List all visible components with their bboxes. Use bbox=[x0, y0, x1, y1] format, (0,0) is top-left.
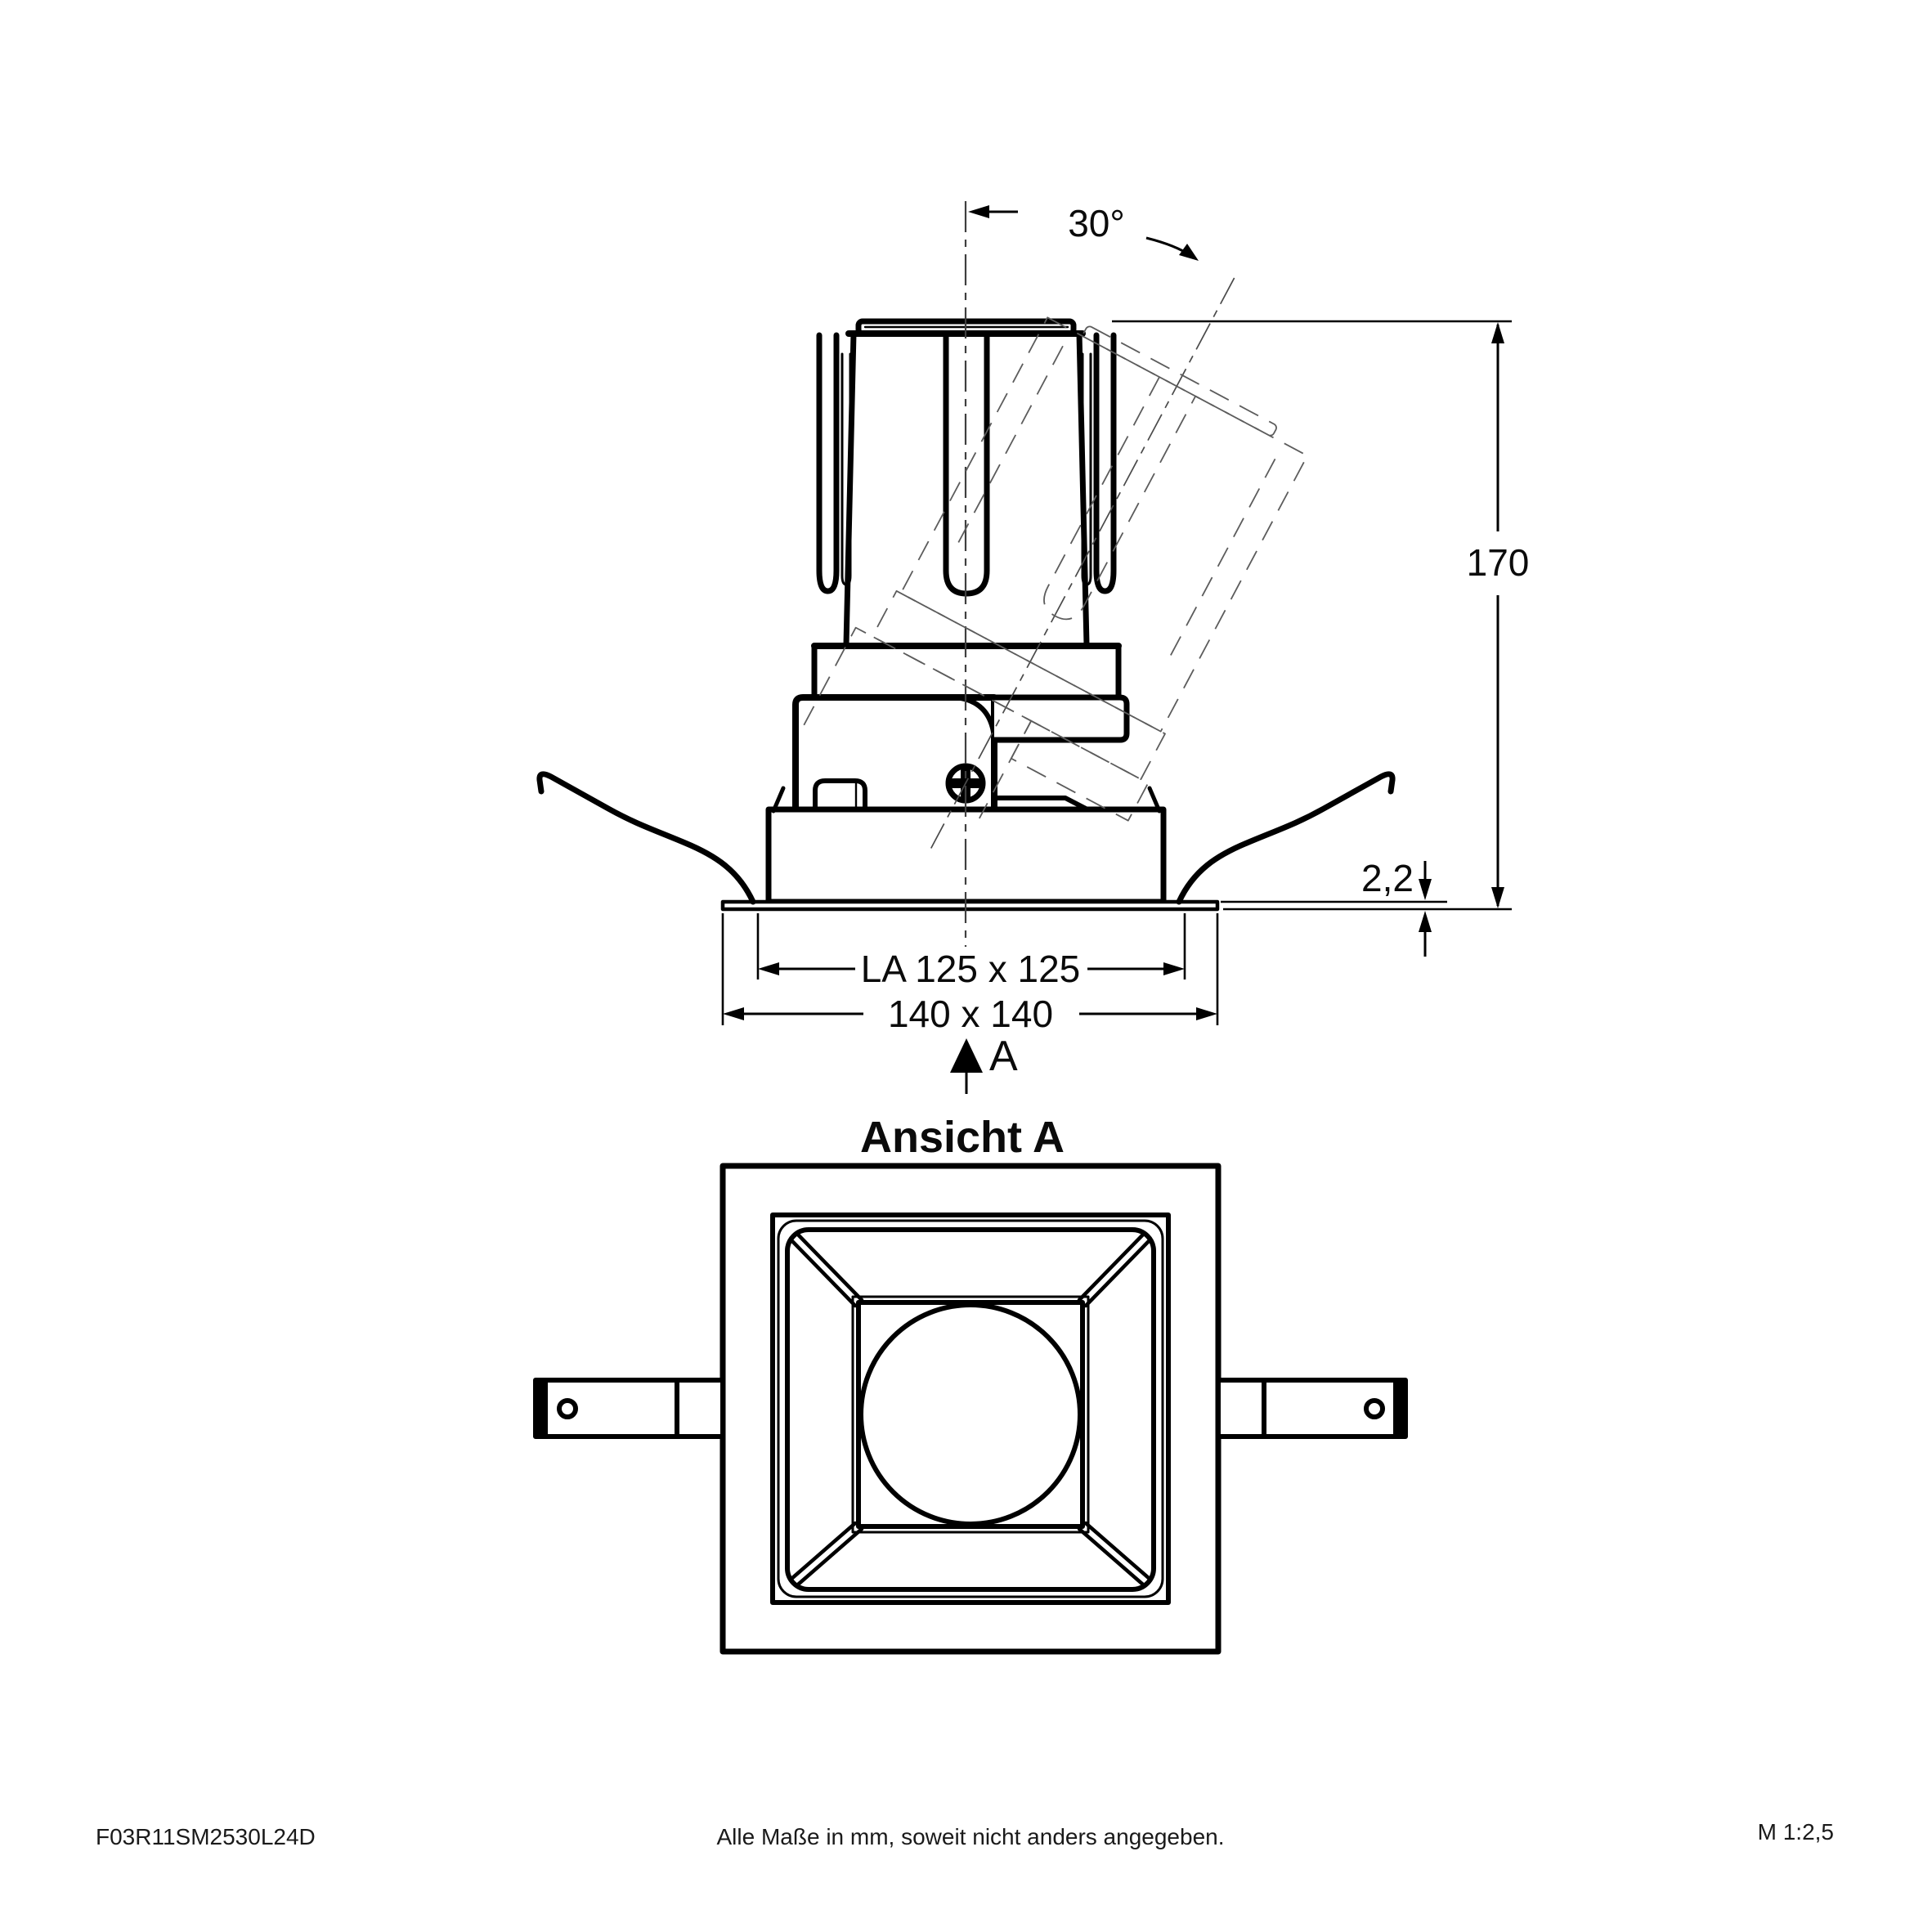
cutout-arrow-left bbox=[758, 962, 779, 975]
height-arrow-top bbox=[1491, 322, 1504, 343]
thickness-arrow-down bbox=[1419, 879, 1432, 900]
mounting-bracket-side bbox=[994, 697, 1127, 740]
overall-arrow-right bbox=[1196, 1007, 1217, 1020]
article-number: F03R11SM2530L24D bbox=[96, 1824, 316, 1849]
spring-clip-right bbox=[1179, 774, 1392, 902]
cutout-arrow-right bbox=[1163, 962, 1185, 975]
bracket-end-cap-right bbox=[1393, 1380, 1405, 1437]
ghost-fin-left bbox=[955, 346, 1063, 549]
angle-arrow-left bbox=[968, 205, 989, 218]
side-view bbox=[540, 201, 1392, 947]
view-direction-label: A bbox=[989, 1033, 1018, 1080]
flange-thickness-dimension bbox=[1221, 857, 1447, 957]
angle-arrow-arc bbox=[1179, 244, 1199, 261]
cutout-dimension bbox=[758, 913, 1185, 990]
bracket-end-cap-left bbox=[536, 1380, 548, 1437]
overall-arrow-left bbox=[723, 1007, 744, 1020]
dimension-note: Alle Maße in mm, soweit nicht anders angegeben. bbox=[716, 1824, 1225, 1849]
angle-dimension bbox=[968, 202, 1199, 261]
height-dimension bbox=[1112, 321, 1529, 909]
body-edge-right bbox=[1079, 334, 1087, 644]
cable-tab bbox=[815, 781, 865, 809]
cooling-fin-left bbox=[819, 335, 836, 591]
mounting-flange bbox=[723, 902, 1217, 909]
mounting-bracket-right bbox=[1218, 1380, 1405, 1437]
spring-clip-left bbox=[540, 774, 753, 902]
view-direction-arrow bbox=[950, 1038, 983, 1073]
flange-thickness-label: 2,2 bbox=[1361, 857, 1414, 899]
front-view-title: Ansicht A bbox=[859, 1113, 1065, 1162]
scale-label: M 1:2,5 bbox=[1757, 1819, 1834, 1845]
cutout-label: LA 125 x 125 bbox=[860, 948, 1081, 990]
outer-trim-square bbox=[723, 1166, 1218, 1652]
angle-label: 30° bbox=[1068, 202, 1125, 244]
mounting-bracket-left bbox=[536, 1380, 723, 1437]
view-direction-marker bbox=[950, 1033, 1018, 1094]
body-edge-left bbox=[846, 334, 854, 644]
cooling-fin-right bbox=[1096, 335, 1114, 591]
ghost-fin-right bbox=[1167, 459, 1275, 662]
overall-label: 140 x 140 bbox=[887, 993, 1054, 1035]
height-label: 170 bbox=[1466, 541, 1530, 584]
footer bbox=[96, 1819, 1834, 1849]
height-arrow-bottom bbox=[1491, 887, 1504, 908]
front-view bbox=[536, 1113, 1405, 1652]
thickness-arrow-up bbox=[1419, 911, 1432, 932]
